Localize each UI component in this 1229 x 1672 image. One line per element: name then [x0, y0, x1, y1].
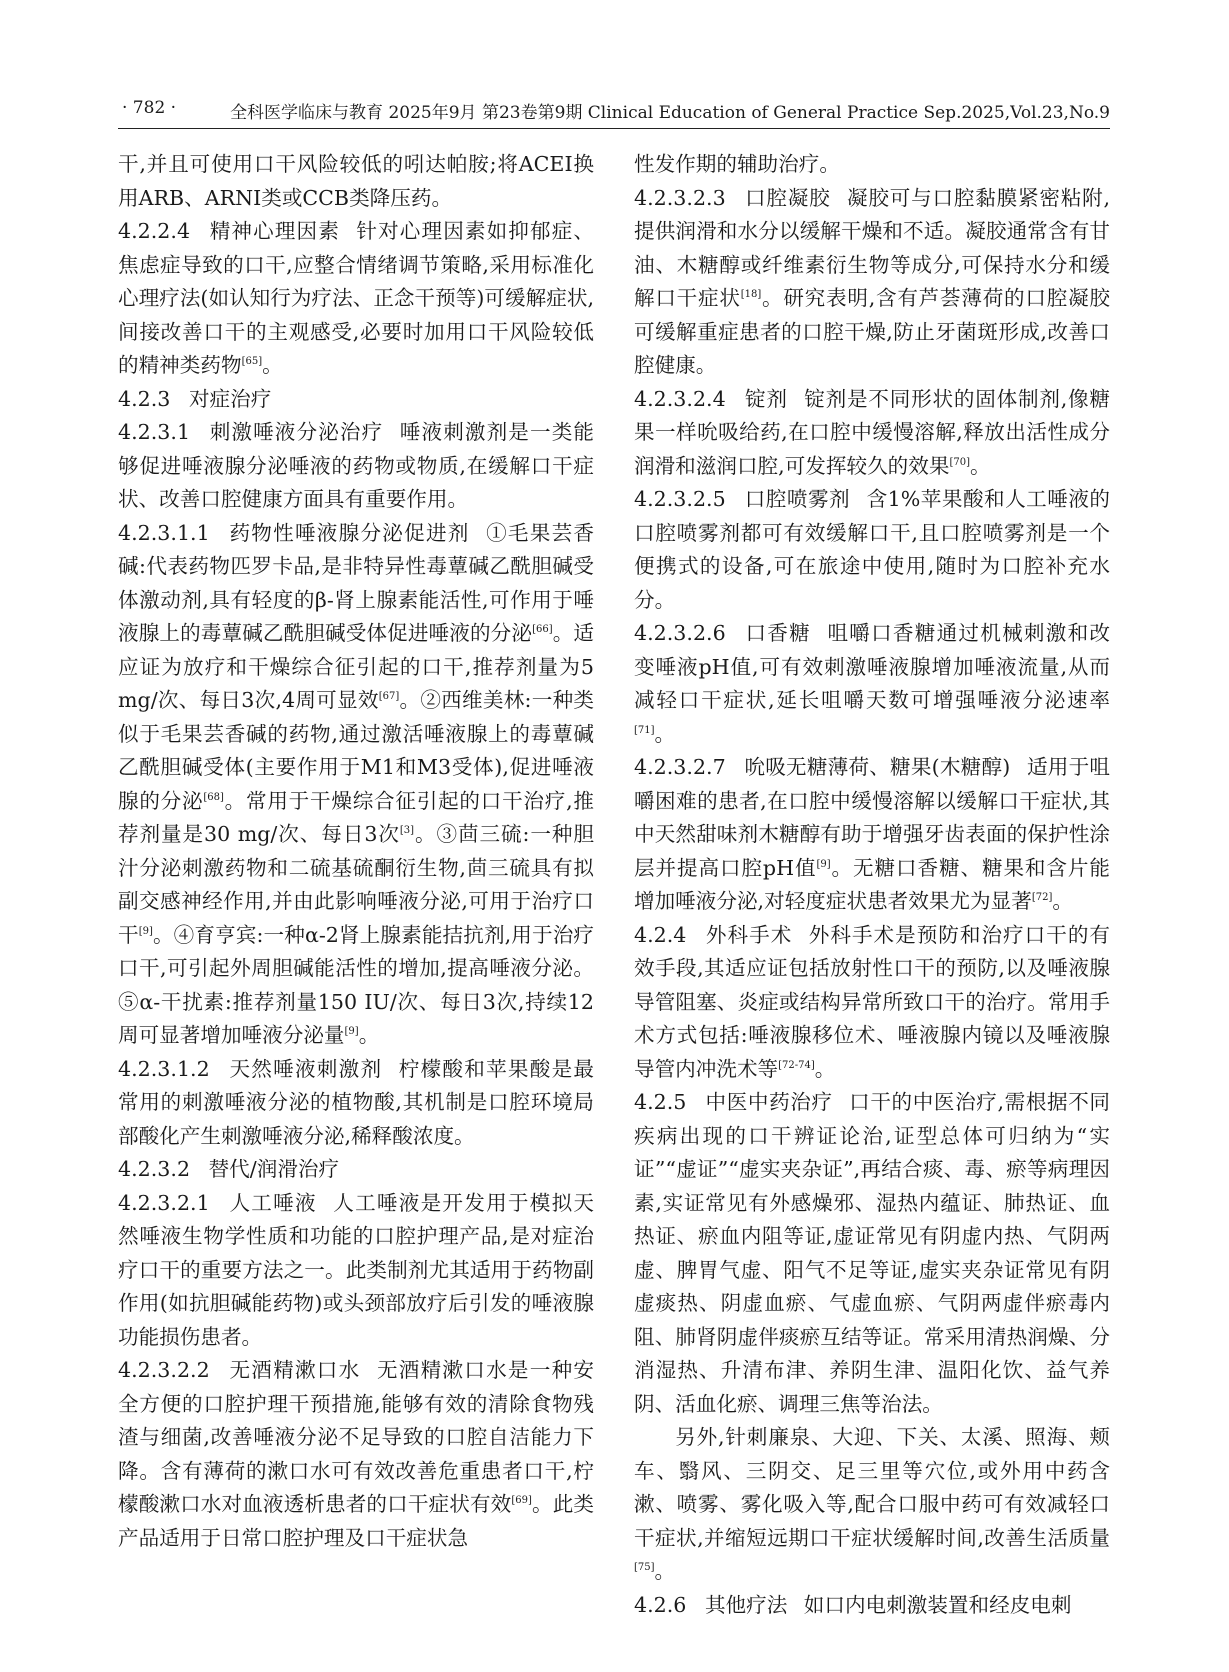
- paragraph: [634, 1086, 1110, 1421]
- section-heading: 无酒精漱口水: [228, 1358, 361, 1382]
- text-run: 。此类产品适用于日常口腔护理及口干症状急: [118, 1492, 594, 1550]
- paragraph: [118, 148, 594, 215]
- text-run: ①毛果芸香碱:代表药物匹罗卡品,是非特异性毒蕈碱乙酰胆碱受体激动剂,具有轻度的β-肾上腺素能活性,可作用于唾液腺上的毒蕈碱乙酰胆碱受体促进唾液的分泌: [118, 520, 595, 645]
- section-number: 4.2.3.2.4: [634, 386, 726, 411]
- text-run: 口干的中医治疗,需根据不同疾病出现的口干辨证论治,证型总体可归纳为“实证”“虚证”“虚实夹杂证”,再结合痰、毒、瘀等病理因素,实证常见有外感燥邪、湿热内蕴证、肺热证、血热证、瘀血内阻等证,虚证常见有阴虚内热、气阴两虚、脾胃气虚、阳气不足等证,虚实夹杂证常见有阴虚痰热、阴虚血瘀、气虚血瘀、气阴两虚伴瘀毒内阻、肺肾阴虚伴痰瘀互结等证。常采用清热润燥、分消湿热、升清布津、养阴生津、温阳化饮、益气养阴、活血化瘀、调理三焦等治法。: [634, 1090, 1111, 1416]
- section-number: 4.2.2.4: [118, 219, 191, 243]
- section-heading: 口香糖: [744, 621, 811, 645]
- section-heading: 吮吸无糖薄荷、糖果(木糖醇): [744, 755, 1011, 779]
- paragraph: [634, 617, 1110, 751]
- citation: [75]: [634, 1562, 655, 1574]
- paragraph: [118, 1354, 594, 1555]
- paragraph: [634, 483, 1110, 617]
- citation: [71]: [634, 724, 655, 736]
- paragraph: [634, 1589, 1110, 1623]
- text-run: 人工唾液是开发用于模拟天然唾液生物学性质和功能的口腔护理产品,是对症治疗口干的重要方法之一。此类制剂尤其适用于药物副作用(如抗胆碱能药物)或头颈部放疗后引发的唾液腺功能损伤患者。: [118, 1190, 594, 1349]
- text-run: 。: [1052, 889, 1073, 913]
- section-number: 4.2.3.2.2: [118, 1358, 210, 1382]
- paragraph: [634, 1421, 1110, 1589]
- section-heading-line: [118, 1153, 594, 1187]
- text-run: 干,并且可使用口干风险较低的吲达帕胺;将ACEI换用ARB、ARNI类或CCB类降压药。: [118, 152, 594, 210]
- section-heading: 对症治疗: [188, 386, 272, 411]
- paragraph: [118, 1053, 594, 1154]
- text-run: 柠檬酸和苹果酸是最常用的刺激唾液分泌的植物酸,其机制是口腔环境局部酸化产生刺激唾液分泌,稀释酸浓度。: [118, 1056, 595, 1148]
- citation: [9]: [816, 858, 831, 870]
- text-run: 锭剂是不同形状的固体制剂,像糖果一样吮吸给药,在口腔中缓慢溶解,释放出活性成分润滑和滋润口腔,可发挥较久的效果: [634, 386, 1111, 478]
- page-header: [118, 94, 1110, 129]
- section-heading: 其他疗法: [704, 1592, 788, 1617]
- section-heading: 天然唾液刺激剂: [228, 1056, 383, 1081]
- section-heading: 替代/润滑治疗: [208, 1157, 340, 1181]
- citation: [68]: [203, 791, 224, 803]
- right-column: [634, 148, 1110, 1622]
- paragraph: [118, 416, 594, 517]
- section-heading: 中医中药治疗: [704, 1090, 833, 1114]
- text-run: 。④育亨宾:一种α-2肾上腺素能拮抗剂,用于治疗口干,可引起外周胆碱能活性的增加,提高唾液分泌。⑤α-干扰素:推荐剂量150 IU/次、每日3次,持续12周可显著增加唾液分泌量: [118, 922, 594, 1047]
- text-run: 。: [262, 353, 283, 377]
- section-number: 4.2.3.1: [118, 420, 191, 444]
- section-number: 4.2.3.1.1: [118, 520, 210, 545]
- paragraph: [634, 182, 1110, 383]
- section-number: 4.2.4: [634, 922, 687, 947]
- text-run: 凝胶可与口腔黏膜紧密粘附,提供润滑和水分以缓解干燥和不适。凝胶通常含有甘油、木糖醇或纤维素衍生物等成分,可保持水分和缓解口干症状: [634, 185, 1111, 310]
- text-run: 。: [358, 1023, 380, 1047]
- text-run: 。②西维美林:一种类似于毛果芸香碱的药物,通过激活唾液腺上的毒蕈碱乙酰胆碱受体(主要作用于M1和M3受体),促进唾液腺的分泌: [118, 688, 595, 813]
- page-number: · 782 ·: [122, 98, 177, 118]
- section-heading: 锭剂: [744, 386, 788, 411]
- section-heading: 口腔喷雾剂: [744, 487, 851, 511]
- citation: [3]: [399, 825, 415, 837]
- text-run: 另外,针刺廉泉、大迎、下关、太溪、照海、颊车、翳风、三阴交、足三里等穴位,或外用中药含漱、喷雾、雾化吸入等,配合口服中药可有效减轻口干症状,并缩短远期口干症状缓解时间,改善生活质量: [634, 1425, 1110, 1550]
- text-run: 。适应证为放疗和干燥综合征引起的口干,推荐剂量为5 mg/次、每日3次,4周可显效: [118, 621, 594, 712]
- citation: [70]: [949, 456, 970, 468]
- text-run: 咀嚼口香糖通过机械刺激和改变唾液pH值,可有效刺激唾液腺增加唾液流量,从而减轻口干症状,延长咀嚼天数可增强唾液分泌速率: [634, 621, 1111, 712]
- section-number: 4.2.3.2.3: [634, 185, 726, 210]
- section-heading: 外科手术: [704, 922, 793, 947]
- text-run: 性发作期的辅助治疗。: [634, 152, 840, 176]
- text-run: 。: [814, 1056, 836, 1081]
- paragraph: [634, 148, 1110, 182]
- text-run: 。③茴三硫:一种胆汁分泌刺激药物和二硫基硫酮衍生物,茴三硫具有拟副交感神经作用,并由此影响唾液分泌,可用于治疗口干: [118, 822, 594, 947]
- paragraph: [118, 215, 594, 383]
- section-number: 4.2.6: [634, 1592, 687, 1617]
- text-run: 。研究表明,含有芦荟薄荷的口腔凝胶可缓解重症患者的口腔干燥,防止牙菌斑形成,改善口腔健康。: [634, 286, 1111, 377]
- section-number: 4.2.5: [634, 1090, 687, 1114]
- section-number: 4.2.3.2: [118, 1157, 191, 1181]
- section-number: 4.2.3.2.1: [118, 1190, 210, 1215]
- text-run: 适用于咀嚼困难的患者,在口腔中缓慢溶解以缓解口干症状,其中天然甜味剂木糖醇有助于增强牙齿表面的保护性涂层并提高口腔pH值: [634, 755, 1110, 880]
- text-run: 。无糖口香糖、糖果和含片能增加唾液分泌,对轻度症状患者效果尤为显著: [634, 855, 1110, 913]
- section-number: 4.2.3.1.2: [118, 1056, 210, 1081]
- text-run: 无酒精漱口水是一种安全方便的口腔护理干预措施,能够有效的清除食物残渣与细菌,改善唾液分泌不足导致的口腔自洁能力下降。含有薄荷的漱口水可有效改善危重患者口干,柠檬酸漱口水对血液透析患者的口干症状有效: [118, 1358, 595, 1516]
- citation: [69]: [511, 1495, 532, 1507]
- section-heading: 口腔凝胶: [744, 185, 831, 210]
- section-heading-line: [118, 383, 594, 417]
- paragraph: [118, 517, 594, 1053]
- citation: [67]: [378, 691, 400, 703]
- section-heading: 刺激唾液分泌治疗: [208, 420, 384, 444]
- citation: [72-74]: [778, 1059, 815, 1071]
- paragraph: [634, 919, 1110, 1087]
- section-heading: 精神心理因素: [208, 219, 340, 243]
- text-run: 唾液刺激剂是一类能够促进唾液腺分泌唾液的药物或物质,在缓解口干症状、改善口腔健康方面具有重要作用。: [118, 420, 595, 511]
- text-run: 外科手术是预防和治疗口干的有效手段,其适应证包括放射性口干的预防,以及唾液腺导管阻塞、炎症或结构异常所致口干的治疗。常用手术方式包括:唾液腺移位术、唾液腺内镜以及唾液腺导管内冲洗术等: [634, 922, 1111, 1081]
- left-column: [118, 148, 594, 1555]
- citation: [18]: [740, 289, 762, 301]
- section-heading: 药物性唾液腺分泌促进剂: [228, 520, 470, 545]
- section-number: 4.2.3.2.7: [634, 755, 726, 779]
- section-number: 4.2.3.2.6: [634, 621, 726, 645]
- text-run: 。: [654, 1559, 676, 1583]
- citation: [9]: [138, 925, 153, 937]
- paragraph: [634, 751, 1110, 919]
- section-number: 4.2.3.2.5: [634, 487, 726, 511]
- section-number: 4.2.3: [118, 386, 171, 411]
- paragraph: [118, 1187, 594, 1355]
- text-run: 。: [969, 453, 991, 478]
- section-heading: 人工唾液: [228, 1190, 317, 1215]
- citation: [65]: [241, 356, 263, 368]
- running-title: 全科医学临床与教育 2025年9月 第23卷第9期 Clinical Education of General Practice Sep.2025,Vol.23,No.9: [230, 103, 1110, 123]
- text-run: 。: [654, 721, 676, 746]
- text-run: 针对心理因素如抑郁症、焦虑症导致的口干,应整合情绪调节策略,采用标准化心理疗法(如认知行为疗法、正念干预等)可缓解症状,间接改善口干的主观感受,必要时加用口干风险较低的精神类药物: [118, 219, 595, 377]
- text-run: 。常用于干燥综合征引起的口干治疗,推荐剂量是30 mg/次、每日3次: [118, 788, 595, 846]
- paragraph: [634, 383, 1110, 484]
- text-run: 如口内电刺激装置和经皮电刺: [803, 1592, 1072, 1617]
- citation: [9]: [344, 1026, 359, 1038]
- text-run: 含1%苹果酸和人工唾液的口腔喷雾剂都可有效缓解口干,且口腔喷雾剂是一个便携式的设备,可在旅途中使用,随时为口腔补充水分。: [634, 487, 1111, 612]
- citation: [72]: [1031, 892, 1053, 904]
- citation: [66]: [532, 624, 553, 636]
